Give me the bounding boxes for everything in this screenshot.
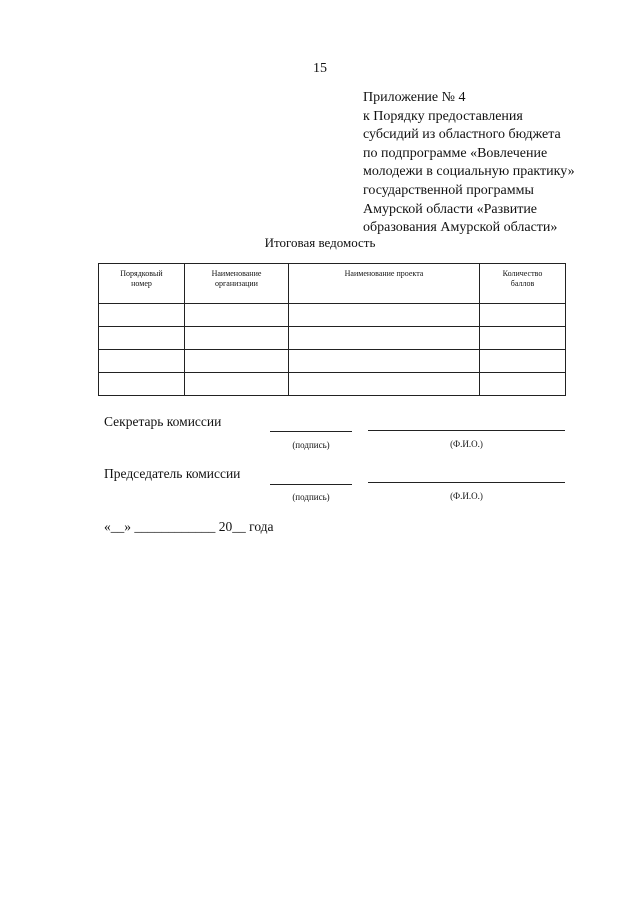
appendix-line: Приложение № 4: [363, 90, 466, 105]
date-line: «__» ____________ 20__ года: [104, 519, 274, 534]
table-row: [99, 350, 566, 373]
table-cell: [289, 327, 480, 350]
table-cell: [289, 304, 480, 327]
column-header-project: Наименование проекта: [289, 264, 480, 304]
table-cell: [99, 350, 185, 373]
appendix-line: субсидий из областного бюджета: [363, 127, 561, 143]
chairman-signature-hint: (подпись): [292, 492, 330, 502]
table-cell: [99, 304, 185, 327]
secretary-name-line: [368, 430, 565, 431]
column-header-organization: Наименование организации: [185, 264, 289, 304]
secretary-label: Секретарь комиссии: [104, 414, 222, 429]
appendix-line: Амурской области «Развитие: [363, 201, 538, 217]
table-cell: [99, 373, 185, 396]
chairman-signature-line: [270, 484, 352, 485]
table-cell: [480, 327, 566, 350]
appendix-line: молодежи в социальную практику»: [363, 164, 575, 180]
table-cell: [185, 350, 289, 373]
chairman-name-line: [368, 482, 565, 483]
secretary-signature-line: [270, 431, 352, 432]
appendix-block: [363, 89, 613, 238]
table-cell: [480, 350, 566, 373]
table-cell: [289, 373, 480, 396]
appendix-line: к Порядку предоставления: [363, 108, 523, 124]
table-cell: [185, 373, 289, 396]
chairman-label: Председатель комиссии: [104, 466, 241, 481]
table-cell: [480, 373, 566, 396]
column-header-number: Порядковый номер: [99, 264, 185, 304]
chairman-name-hint: (Ф.И.О.): [450, 491, 483, 501]
table-cell: [480, 304, 566, 327]
page-number: 15: [313, 61, 327, 76]
table-row: [99, 373, 566, 396]
document-title: Итоговая ведомость: [264, 235, 376, 250]
results-table: [98, 263, 566, 396]
table-header-row: [99, 264, 566, 304]
table-cell: [99, 327, 185, 350]
secretary-signature-hint: (подпись): [292, 440, 330, 450]
table-cell: [289, 350, 480, 373]
table-row: [99, 304, 566, 327]
appendix-line: образования Амурской области»: [363, 220, 558, 236]
table-cell: [185, 304, 289, 327]
secretary-name-hint: (Ф.И.О.): [450, 439, 483, 449]
column-header-score: Количество баллов: [480, 264, 566, 304]
table-cell: [185, 327, 289, 350]
appendix-line: по подпрограмме «Вовлечение: [363, 145, 548, 161]
appendix-line: государственной программы: [363, 182, 534, 198]
table-row: [99, 327, 566, 350]
